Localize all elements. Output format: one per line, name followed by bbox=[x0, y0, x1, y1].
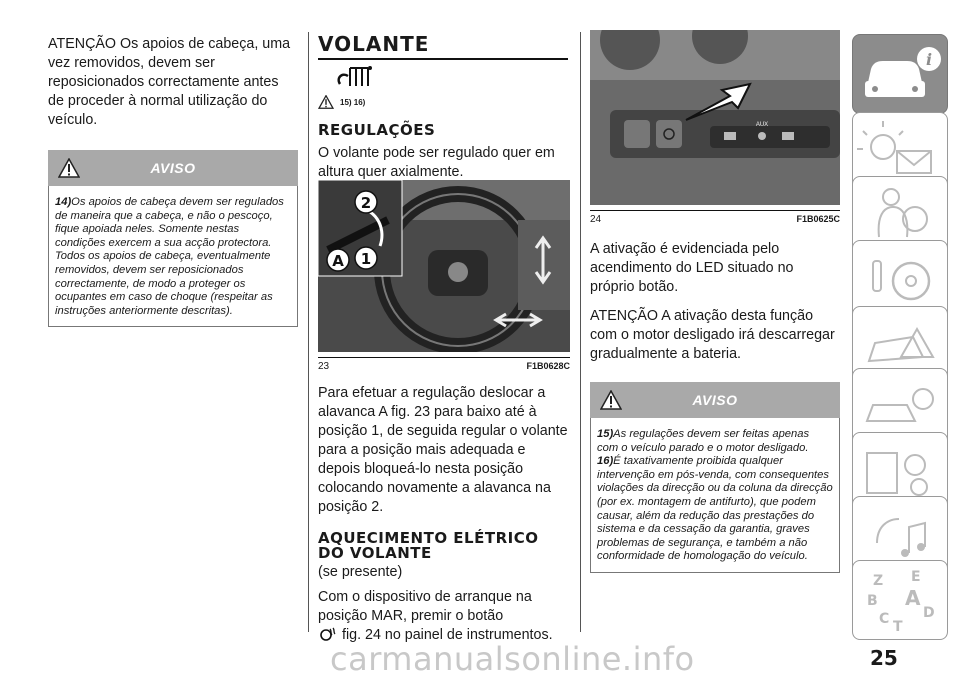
heated-wheel-icon bbox=[318, 627, 338, 641]
svg-text:i: i bbox=[925, 50, 933, 69]
column-divider bbox=[308, 32, 309, 632]
warning-triangle-icon bbox=[318, 95, 334, 109]
svg-text:Z: Z bbox=[873, 573, 884, 589]
warning-ref-15: 15) bbox=[597, 428, 614, 440]
aquecimento-text-1: Com o dispositivo de arranque na posição MAR, premir o botão bbox=[318, 589, 532, 624]
battery-note: ATENÇÃO A ativação desta função com o motor desligado irá descarregar gradualmente a bateria. bbox=[590, 308, 835, 362]
tab-car-info[interactable] bbox=[852, 34, 948, 114]
aquecimento-sub: (se presente) bbox=[318, 564, 403, 580]
callout-a: A bbox=[332, 252, 344, 270]
warning-text-15: As regulações devem ser feitas apenas com o veículo parado e o motor desligado. bbox=[597, 428, 810, 454]
svg-text:D: D bbox=[923, 605, 935, 621]
lever-symbol-icon bbox=[318, 64, 378, 92]
warning-header bbox=[48, 150, 298, 186]
headrest-note: ATENÇÃO Os apoios de cabeça, uma vez removidos, devem ser reposicionados correctamente antes de proceder à normal utilização do veículo. bbox=[48, 36, 291, 128]
section-title: VOLANTE bbox=[318, 32, 430, 56]
regulacoes-text: O volante pode ser regulado quer em altura quer axialmente. bbox=[318, 145, 555, 180]
warning-box bbox=[590, 382, 840, 573]
warning-ref-16: 16) bbox=[597, 455, 614, 468]
warning-triangle-icon bbox=[600, 390, 622, 410]
figure-23 bbox=[318, 180, 570, 372]
column-divider bbox=[580, 32, 581, 632]
warning-body bbox=[590, 418, 840, 573]
car-info-icon bbox=[853, 35, 949, 115]
aquecimento-text bbox=[318, 588, 570, 645]
aquecimento-heading: AQUECIMENTO ELÉTRICO DO VOLANTE bbox=[318, 529, 539, 562]
figure-code: F1B0628C bbox=[526, 361, 570, 371]
svg-text:A: A bbox=[905, 586, 921, 610]
callout-1: 1 bbox=[360, 250, 372, 268]
column-middle bbox=[318, 0, 570, 182]
svg-text:B: B bbox=[867, 593, 878, 609]
aquecimento-text-2: fig. 24 no painel de instrumentos. bbox=[341, 627, 553, 643]
console-button-photo bbox=[590, 30, 840, 205]
warning-title: AVISO bbox=[150, 160, 196, 176]
column-left bbox=[48, 0, 298, 327]
warning-triangle-icon bbox=[58, 158, 80, 178]
tab-index[interactable] bbox=[852, 560, 948, 640]
svg-text:T: T bbox=[893, 619, 903, 635]
callout-2: 2 bbox=[360, 194, 372, 212]
warning-text: Os apoios de cabeça devem ser regulados de maneira que a cabeça, e não o pescoço, fique apoiada neles. Somente nestas condições exercem a sua acção protectora. Todos os apoios de cabeça, eventualmente removidos, devem ser reposicionados correctamente, de modo a proteger os ocupantes em caso de choque (respeitar as instruções anteriormente descritas). bbox=[55, 196, 284, 317]
steering-wheel-photo bbox=[318, 180, 570, 352]
figure-24 bbox=[590, 30, 840, 225]
warning-header bbox=[590, 382, 840, 418]
figure-caption bbox=[318, 361, 570, 372]
index-icon bbox=[853, 561, 949, 641]
figure-caption bbox=[590, 214, 840, 225]
activation-text: A ativação é evidenciada pelo acendimento do LED situado no próprio botão. bbox=[590, 241, 794, 295]
column-right-lower bbox=[590, 240, 840, 573]
figure-code: F1B0625C bbox=[796, 214, 840, 224]
figure-number: 24 bbox=[590, 214, 602, 225]
warning-box bbox=[48, 150, 298, 327]
regulacoes-heading: REGULAÇÕES bbox=[318, 121, 436, 139]
watermark: carmanualsonline.info bbox=[330, 640, 695, 678]
warning-refs: 15) 16) bbox=[340, 97, 366, 107]
figure-number: 23 bbox=[318, 361, 330, 372]
page-number: 25 bbox=[870, 646, 898, 670]
svg-text:C: C bbox=[879, 611, 890, 627]
svg-text:E: E bbox=[911, 569, 921, 585]
title-rule bbox=[318, 58, 568, 60]
column-middle-lower bbox=[318, 384, 570, 645]
adjust-procedure-text: Para efetuar a regulação deslocar a alavanca A fig. 23 para baixo até à posição 1, de seguida regular o volante para a posição mais adequada e depois bloqueá-lo nesta posição colocando novamente a alavanca na posição 2. bbox=[318, 385, 568, 515]
warning-ref: 14) bbox=[55, 196, 72, 208]
warning-body bbox=[48, 186, 298, 327]
warning-title: AVISO bbox=[692, 392, 738, 408]
warning-text-16: É taxativamente proibida qualquer intervenção em pós-venda, com consequentes violações da direcção ou da coluna da direcção (por ex. montagem de antifurto), que podem causar, além da redução das prestações do sistema e da cessação da garantia, graves problemas de segurança, e também a não conformidade de homologação do veículo. bbox=[597, 455, 833, 563]
aux-label: AUX bbox=[755, 122, 769, 128]
